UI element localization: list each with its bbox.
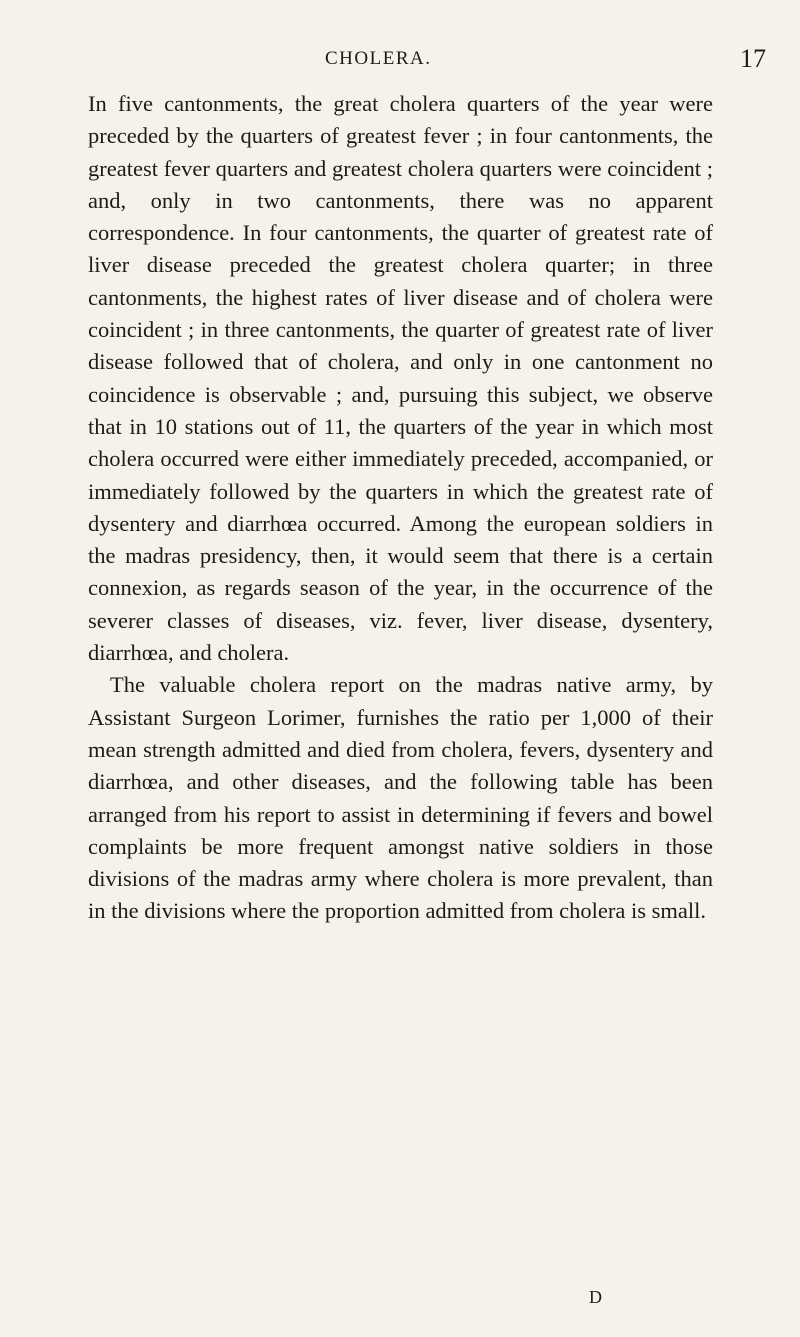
body-text — [88, 88, 713, 928]
running-title: CHOLERA. — [325, 48, 432, 69]
page-number: 17 — [740, 44, 766, 73]
signature-mark: D — [589, 1287, 603, 1307]
paragraph: In five cantonments, the great cholera quarters of the year were preceded by the quarters of greatest fever ; in four cantonments, the greatest fever quarters and greatest cholera quarters were coincident ; and, only in two cantonments, there was no apparent correspondence. In four cantonments, the quarter of greatest rate of liver disease preceded the greatest cholera quarter; in three cantonments, the highest rates of liver disease and of cholera were coincident ; in three cantonments, the quarter of greatest rate of liver disease followed that of cholera, and only in one cantonment no coincidence is observable ; and, pursuing this subject, we observe that in 10 stations out of 11, the quarters of the year in which most cholera occurred were either immediately preceded, accompanied, or immediately followed by the quarters in which the greatest rate of dysentery and diarrhœa occurred. Among the european soldiers in the madras presidency, then, it would seem that there is a certain connexion, as regards season of the year, in the occurrence of the severer classes of diseases, viz. fever, liver disease, dysentery, diarrhœa, and cholera. — [88, 91, 713, 666]
paragraph: The valuable cholera report on the madras native army, by Assistant Surgeon Lorimer, furnishes the ratio per 1,000 of their mean strength admitted and died from cholera, fevers, dysentery and diarrhœa, and other diseases, and the following table has been arranged from his report to assist in determining if fevers and bowel complaints be more frequent amongst native soldiers in those divisions of the madras army where cholera is more prevalent, than in the divisions where the proportion admitted from cholera is small. — [88, 672, 713, 924]
